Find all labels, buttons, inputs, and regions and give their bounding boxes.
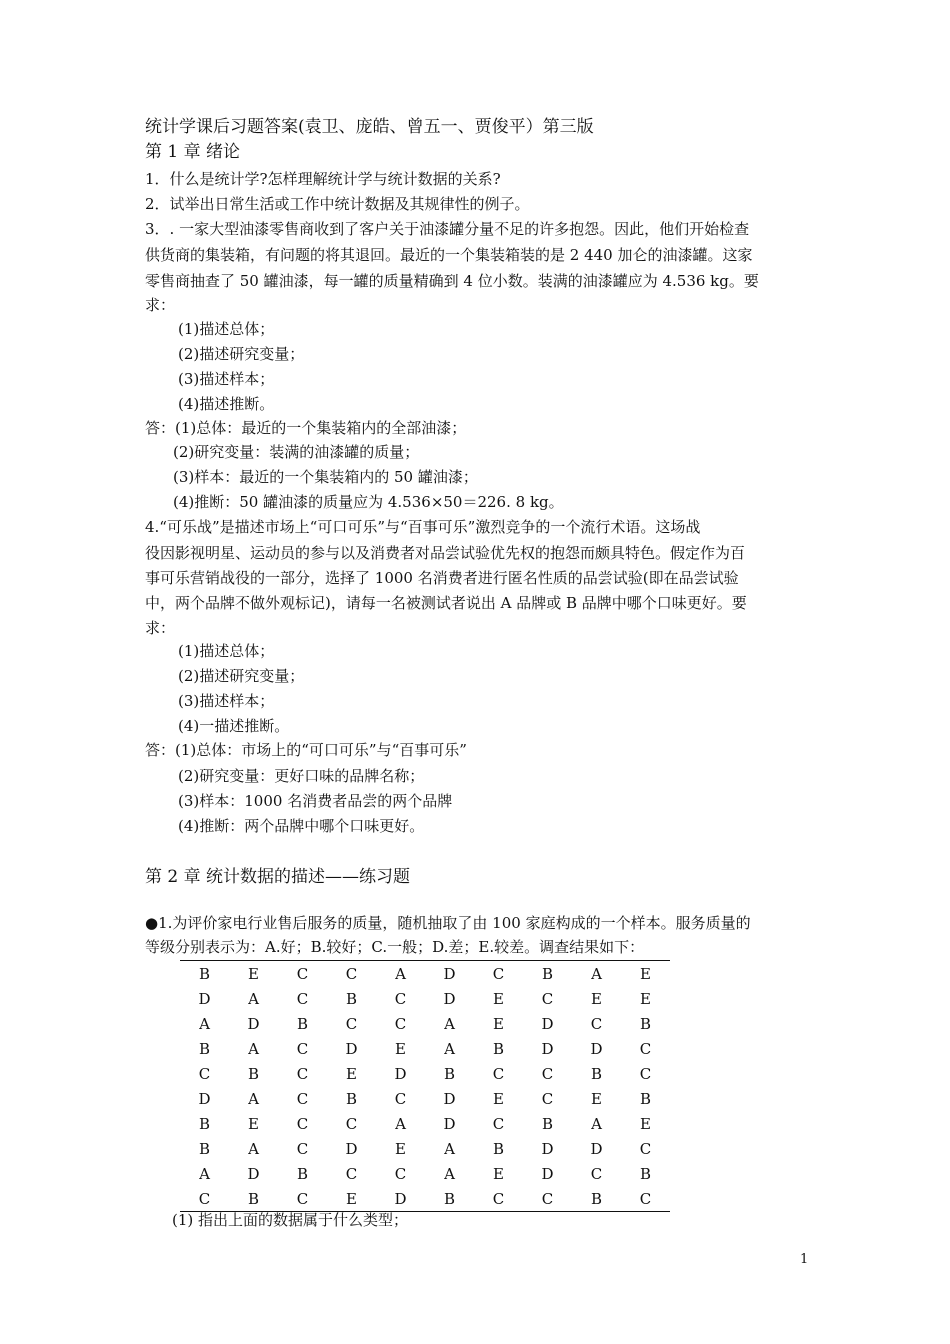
table-cell: E	[591, 1089, 602, 1108]
table-cell: D	[198, 989, 211, 1008]
table-cell: D	[443, 1089, 456, 1108]
table-cell: E	[248, 964, 259, 983]
table-cell: B	[296, 1164, 309, 1183]
table-cell: B	[541, 1114, 554, 1133]
answer-3-line: 答：(1)总体：最近的一个集装箱内的全部油漆；	[145, 419, 467, 437]
table-cell: E	[346, 1064, 357, 1083]
table-cell: A	[248, 1039, 259, 1058]
table-cell: D	[247, 1014, 260, 1033]
answer-4-line: (4)推断：两个品牌中哪个口味更好。	[178, 817, 425, 835]
table-cell: C	[394, 1089, 407, 1108]
ch2-sub-question-1: (1) 指出上面的数据属于什么类型；	[172, 1211, 409, 1229]
table-cell: D	[541, 1039, 554, 1058]
q4-item: (4)一描述推断。	[178, 717, 290, 735]
table-cell: B	[443, 1189, 456, 1208]
table-cell: B	[492, 1139, 505, 1158]
table-cell: A	[444, 1014, 455, 1033]
chapter2-heading: 第 2 章 统计数据的描述——练习题	[145, 867, 411, 887]
table-cell: A	[248, 1139, 259, 1158]
table-cell: A	[444, 1039, 455, 1058]
table-cell: B	[198, 1039, 211, 1058]
table-cell: E	[591, 989, 602, 1008]
survey-data-table	[180, 960, 670, 1212]
q3-item: (4)描述推断。	[178, 395, 275, 413]
table-cell: C	[590, 1164, 603, 1183]
table-cell: B	[345, 989, 358, 1008]
table-cell: B	[198, 1139, 211, 1158]
table-cell: C	[639, 1039, 652, 1058]
q4-item: (1)描述总体；	[178, 642, 275, 660]
question-3-line: 零售商抽查了 50 罐油漆，每一罐的质量精确到 4 位小数。装满的油漆罐应为 4.536 kg。要	[145, 272, 759, 290]
table-cell: D	[394, 1189, 407, 1208]
question-4-line: 役因影视明星、运动员的参与以及消费者对品尝试验优先权的抱怨而颇具特色。假定作为百	[145, 544, 746, 562]
question-1: 1．什么是统计学?怎样理解统计学与统计数据的关系?	[145, 170, 501, 188]
table-cell: E	[395, 1039, 406, 1058]
table-cell: A	[248, 1089, 259, 1108]
table-row	[180, 1086, 670, 1111]
table-cell: E	[493, 1164, 504, 1183]
table-cell: C	[198, 1064, 211, 1083]
table-cell: D	[590, 1039, 603, 1058]
table-cell: E	[493, 989, 504, 1008]
table-cell: C	[639, 1139, 652, 1158]
table-cell: D	[541, 1014, 554, 1033]
table-cell: A	[444, 1164, 455, 1183]
table-cell: B	[590, 1189, 603, 1208]
table-cell: C	[394, 1164, 407, 1183]
table-cell: C	[541, 989, 554, 1008]
table-cell: D	[345, 1039, 358, 1058]
table-cell: C	[492, 1064, 505, 1083]
table-cell: B	[443, 1064, 456, 1083]
chapter1-heading: 第 1 章 绪论	[145, 142, 241, 162]
answer-3-line: (4)推断：50 罐油漆的质量应为 4.536×50＝226. 8 kg。	[173, 493, 564, 511]
table-cell: A	[591, 1114, 602, 1133]
table-row	[180, 1036, 670, 1061]
table-cell: A	[199, 1014, 210, 1033]
table-row	[180, 1161, 670, 1186]
table-cell: B	[639, 1164, 652, 1183]
table-cell: C	[492, 1189, 505, 1208]
table-cell: C	[296, 1114, 309, 1133]
document-title: 统计学课后习题答案(袁卫、庞皓、曾五一、贾俊平）第三版	[145, 117, 594, 137]
table-cell: D	[247, 1164, 260, 1183]
table-cell: E	[640, 964, 651, 983]
table-row	[180, 961, 670, 986]
q3-item: (1)描述总体；	[178, 320, 275, 338]
ch2-question-1-line: ●1.为评价家电行业售后服务的质量，随机抽取了由 100 家庭构成的一个样本。服务质量的	[145, 914, 751, 932]
question-4-line: 求：	[145, 619, 176, 637]
table-cell: C	[394, 989, 407, 1008]
table-cell: C	[296, 1089, 309, 1108]
question-3-line: 求：	[145, 296, 176, 314]
table-cell: C	[492, 1114, 505, 1133]
table-row	[180, 986, 670, 1011]
table-cell: C	[639, 1064, 652, 1083]
answer-4-line: (3)样本：1000 名消费者品尝的两个品牌	[178, 792, 453, 810]
table-cell: E	[248, 1114, 259, 1133]
table-cell: E	[640, 989, 651, 1008]
table-cell: C	[492, 964, 505, 983]
table-cell: B	[198, 964, 211, 983]
q4-item: (2)描述研究变量；	[178, 667, 305, 685]
table-cell: B	[639, 1089, 652, 1108]
table-cell: C	[345, 1014, 358, 1033]
table-row	[180, 1011, 670, 1036]
answer-3-line: (2)研究变量：装满的油漆罐的质量；	[173, 443, 420, 461]
q3-item: (3)描述样本；	[178, 370, 275, 388]
table-row	[180, 1136, 670, 1161]
table-cell: B	[492, 1039, 505, 1058]
table-cell: C	[198, 1189, 211, 1208]
table-cell: B	[345, 1089, 358, 1108]
answer-3-line: (3)样本：最近的一个集装箱内的 50 罐油漆；	[173, 468, 478, 486]
table-cell: B	[247, 1189, 260, 1208]
table-cell: B	[296, 1014, 309, 1033]
table-cell: B	[639, 1014, 652, 1033]
table-cell: A	[199, 1164, 210, 1183]
question-4-line: 事可乐营销战役的一部分，选择了 1000 名消费者进行匿名性质的品尝试验(即在品尝试验	[145, 569, 739, 587]
table-cell: E	[493, 1089, 504, 1108]
question-3-line: 3．. 一家大型油漆零售商收到了客户关于油漆罐分量不足的许多抱怨。因此，他们开始检查	[145, 220, 750, 238]
answer-4-line: 答：(1)总体：市场上的“可口可乐”与“百事可乐”	[145, 741, 467, 759]
table-cell: C	[296, 1039, 309, 1058]
table-cell: D	[443, 1114, 456, 1133]
question-4-line: 中，两个品牌不做外观标记)，请每一名被测试者说出 A 品牌或 B 品牌中哪个口味更好。要	[145, 594, 747, 612]
table-cell: E	[493, 1014, 504, 1033]
table-cell: C	[345, 1164, 358, 1183]
table-cell: C	[541, 1064, 554, 1083]
table-cell: C	[296, 1189, 309, 1208]
ch2-question-1-line: 等级分别表示为：A.好；B.较好；C.一般；D.差；E.较差。调查结果如下：	[145, 938, 645, 956]
answer-4-line: (2)研究变量：更好口味的品牌名称；	[178, 767, 425, 785]
q3-item: (2)描述研究变量；	[178, 345, 305, 363]
table-cell: E	[395, 1139, 406, 1158]
table-cell: D	[443, 964, 456, 983]
table-row	[180, 1061, 670, 1086]
table-cell: C	[394, 1014, 407, 1033]
table-cell: E	[640, 1114, 651, 1133]
question-2: 2．试举出日常生活或工作中统计数据及其规律性的例子。	[145, 195, 530, 213]
table-cell: D	[590, 1139, 603, 1158]
table-cell: C	[541, 1189, 554, 1208]
table-cell: C	[345, 964, 358, 983]
table-cell: B	[247, 1064, 260, 1083]
table-cell: D	[443, 989, 456, 1008]
table-cell: D	[541, 1164, 554, 1183]
table-cell: A	[591, 964, 602, 983]
table-cell: E	[346, 1189, 357, 1208]
table-cell: C	[639, 1189, 652, 1208]
table-cell: D	[198, 1089, 211, 1108]
table-cell: A	[248, 989, 259, 1008]
table-cell: D	[394, 1064, 407, 1083]
q4-item: (3)描述样本；	[178, 692, 275, 710]
question-3-line: 供货商的集装箱，有问题的将其退回。最近的一个集装箱装的是 2 440 加仑的油漆罐。这家	[145, 246, 753, 264]
question-4-line: 4.“可乐战”是描述市场上“可口可乐”与“百事可乐”激烈竞争的一个流行术语。这场战	[145, 518, 701, 536]
table-cell: A	[395, 964, 406, 983]
table-cell: D	[541, 1139, 554, 1158]
table-cell: B	[541, 964, 554, 983]
table-cell: B	[198, 1114, 211, 1133]
table-row	[180, 1111, 670, 1136]
table-cell: C	[296, 989, 309, 1008]
page-number: 1	[800, 1252, 809, 1267]
table-cell: C	[296, 964, 309, 983]
table-cell: C	[296, 1064, 309, 1083]
table-cell: C	[541, 1089, 554, 1108]
table-cell: A	[395, 1114, 406, 1133]
table-cell: C	[296, 1139, 309, 1158]
table-cell: C	[345, 1114, 358, 1133]
table-cell: D	[345, 1139, 358, 1158]
table-cell: A	[444, 1139, 455, 1158]
table-cell: B	[590, 1064, 603, 1083]
table-cell: C	[590, 1014, 603, 1033]
